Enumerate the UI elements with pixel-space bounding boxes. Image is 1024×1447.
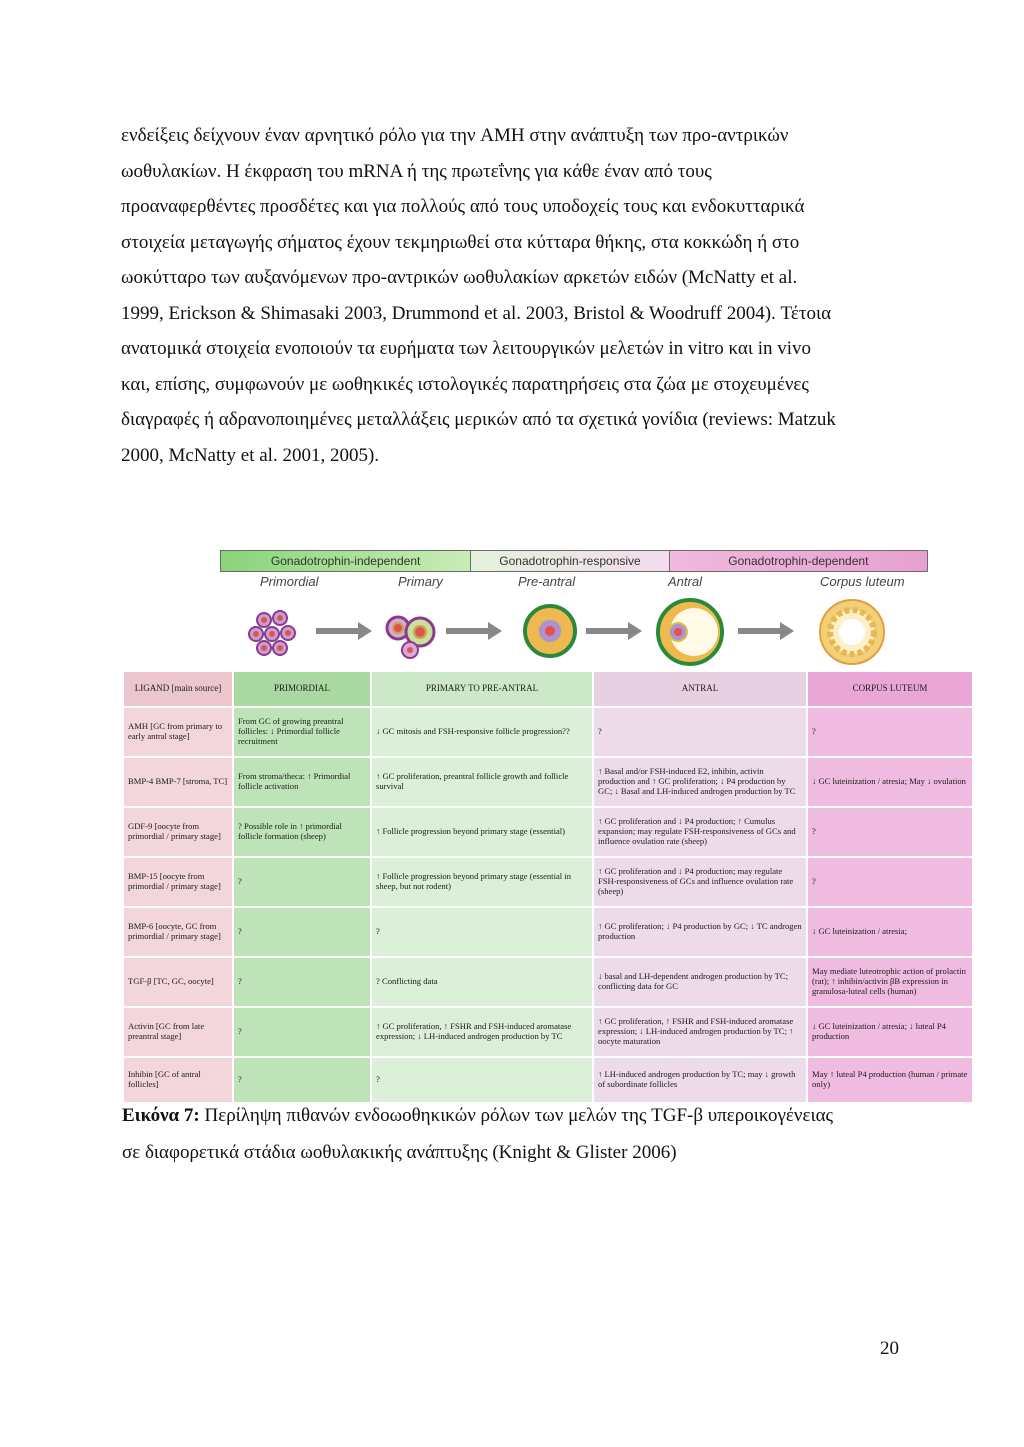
arrow-icon xyxy=(738,622,794,640)
stage-labels xyxy=(220,574,926,592)
header-corpus-luteum: CORPUS LUTEUM xyxy=(807,671,973,707)
text-line: 1999, Erickson & Shimasaki 2003, Drummond et al. 2003, Bristol & Woodruff 2004). Τέτοια xyxy=(121,302,832,324)
table-row xyxy=(123,807,973,857)
cell-antral: ↑ LH-induced androgen production by TC; may ↓ growth of subordinate follicles xyxy=(593,1057,807,1103)
cell-ligand: BMP-4 BMP-7 [stroma, TC] xyxy=(123,757,233,807)
corpus-luteum-icon xyxy=(820,600,884,664)
cell-ligand: GDF-9 [oocyte from primordial / primary stage] xyxy=(123,807,233,857)
cell-primordial: ? xyxy=(233,1007,371,1057)
cell-preantral: ↑ Follicle progression beyond primary stage (essential in sheep, but not rodent) xyxy=(371,857,593,907)
cell-corpus-luteum: May mediate luteotrophic action of prolactin (rat); ↑ inhibin/activin βB expression in granulosa-luteal cells (human) xyxy=(807,957,973,1007)
arrow-icon xyxy=(586,622,642,640)
header-antral: ANTRAL xyxy=(593,671,807,707)
text-line: στοιχεία μεταγωγής σήματος έχουν τεκμηριωθεί στα κύτταρα θήκης, στα κοκκώδη ή στο xyxy=(121,231,800,253)
text-line: 2000, McNatty et al. 2001, 2005). xyxy=(121,444,380,466)
table-row xyxy=(123,1007,973,1057)
cell-corpus-luteum: ? xyxy=(807,807,973,857)
text-line: ωοκύτταρο των αυξανόμενων προ-αντρικών ωοθυλακίων αρκετών ειδών (McNatty et al. xyxy=(121,267,798,288)
cell-primordial: From stroma/theca: ↑ Primordial follicle activation xyxy=(233,757,371,807)
cell-corpus-luteum: ↓ GC luteinization / atresia; xyxy=(807,907,973,957)
text-line: ανατομικά στοιχεία ενοποιούν τα ευρήματα των λειτουργικών μελετών in vitro και in vivo xyxy=(121,338,812,359)
follicle-diagram xyxy=(220,598,940,670)
table-row xyxy=(123,907,973,957)
cell-preantral: ? Conflicting data xyxy=(371,957,593,1007)
phase-dependent: Gonadotrophin-dependent xyxy=(670,551,927,571)
table-row xyxy=(123,857,973,907)
text-line: ενδείξεις δείχνουν έναν αρνητικό ρόλο για την AMH στην ανάπτυξη των προ-αντρικών xyxy=(121,125,789,146)
phase-bar xyxy=(220,550,928,572)
ligand-table xyxy=(122,670,974,1104)
cell-primordial: ? xyxy=(233,907,371,957)
phase-independent: Gonadotrophin-independent xyxy=(221,551,471,571)
table-row xyxy=(123,957,973,1007)
cell-antral: ↓ basal and LH-dependent androgen production by TC; conflicting data for GC xyxy=(593,957,807,1007)
cell-preantral: ↑ GC proliferation, preantral follicle growth and follicle survival xyxy=(371,757,593,807)
table-header-row xyxy=(123,671,973,707)
cell-preantral: ↑ GC proliferation, ↑ FSHR and FSH-induced aromatase expression; ↓ LH-induced androgen production by TC xyxy=(371,1007,593,1057)
text-line: ωοθυλακίων. Η έκφραση του mRNA ή της πρωτεΐνης για κάθε έναν από τους xyxy=(121,160,712,182)
cell-ligand: Activin [GC from late preantral stage] xyxy=(123,1007,233,1057)
preantral-follicle-icon xyxy=(525,606,575,656)
table-row xyxy=(123,757,973,807)
stage-primary: Primary xyxy=(398,574,443,589)
header-primordial: PRIMORDIAL xyxy=(233,671,371,707)
cell-corpus-luteum: ? xyxy=(807,707,973,757)
cell-preantral: ↓ GC mitosis and FSH-responsive follicle progression?? xyxy=(371,707,593,757)
figure-caption xyxy=(122,1097,912,1171)
caption-label: Εικόνα 7: xyxy=(122,1105,200,1126)
cell-preantral: ? xyxy=(371,907,593,957)
caption-text: σε διαφορετικά στάδια ωοθυλακικής ανάπτυξης (Knight & Glister 2006) xyxy=(122,1142,677,1163)
cell-ligand: BMP-15 [oocyte from primordial / primary stage] xyxy=(123,857,233,907)
table-row xyxy=(123,707,973,757)
phase-responsive: Gonadotrophin-responsive xyxy=(471,551,669,571)
stage-antral: Antral xyxy=(668,574,702,589)
text-line: προαναφερθέντες προσδέτες και για πολλούς από τους υποδοχείς τους και ενδοκυτταρικά xyxy=(121,196,805,217)
cell-primordial: From GC of growing preantral follicles: ↓ Primordial follicle recruitment xyxy=(233,707,371,757)
cell-antral: ↑ GC proliferation; ↓ P4 production by GC; ↓ TC androgen production xyxy=(593,907,807,957)
text-line: διαγραφές ή αδρανοποιημένες μεταλλάξεις μερικών από τα σχετικά γονίδια (reviews: Matzuk xyxy=(121,409,836,430)
cell-corpus-luteum: ↓ GC luteinization / atresia; May ↓ ovulation xyxy=(807,757,973,807)
text-line: και, επίσης, συμφωνούν με ωοθηκικές ιστολογικές παρατηρήσεις στα ζώα με στοχευμένες xyxy=(121,373,809,395)
cell-preantral: ↑ Follicle progression beyond primary stage (essential) xyxy=(371,807,593,857)
cell-antral: ↑ GC proliferation, ↑ FSHR and FSH-induced aromatase expression; ↓ LH-induced androgen production by TC; ↑ oocyte maturation xyxy=(593,1007,807,1057)
cell-ligand: Inhibin [GC of antral follicles] xyxy=(123,1057,233,1103)
header-ligand: LIGAND [main source] xyxy=(123,671,233,707)
body-paragraph xyxy=(121,118,905,473)
antral-follicle-icon xyxy=(658,600,722,664)
header-primary-preantral: PRIMARY TO PRE-ANTRAL xyxy=(371,671,593,707)
cell-primordial: ? xyxy=(233,857,371,907)
cell-ligand: TGF-β [TC, GC, oocyte] xyxy=(123,957,233,1007)
cell-antral: ↑ Basal and/or FSH-induced E2, inhibin, activin production and ↑ GC proliferation; ↓ P4 production by GC; ↓ Basal and LH-induced androgen production by TC xyxy=(593,757,807,807)
cell-corpus-luteum: May ↑ luteal P4 production (human / primate only) xyxy=(807,1057,973,1103)
cell-corpus-luteum: ↓ GC luteinization / atresia; ↓ luteal P4 production xyxy=(807,1007,973,1057)
cell-preantral: ? xyxy=(371,1057,593,1103)
cell-primordial: ? Possible role in ↑ primordial follicle formation (sheep) xyxy=(233,807,371,857)
arrow-icon xyxy=(316,622,372,640)
stage-primordial: Primordial xyxy=(260,574,319,589)
stage-corpus-luteum: Corpus luteum xyxy=(820,574,905,589)
cell-primordial: ? xyxy=(233,1057,371,1103)
cell-antral: ? xyxy=(593,707,807,757)
arrow-icon xyxy=(446,622,502,640)
caption-text: Περίληψη πιθανών ενδοωοθηκικών ρόλων των μελών της TGF-β υπεροικογένειας xyxy=(204,1105,834,1126)
cell-ligand: AMH [GC from primary to early antral stage] xyxy=(123,707,233,757)
primordial-follicles-icon xyxy=(249,611,295,655)
cell-corpus-luteum: ? xyxy=(807,857,973,907)
page-number: 20 xyxy=(880,1338,899,1359)
cell-antral: ↑ GC proliferation and ↓ P4 production; may regulate FSH-responsiveness of GCs and influence ovulation rate (sheep) xyxy=(593,857,807,907)
cell-antral: ↑ GC proliferation and ↓ P4 production; ↑ Cumulus expansion; may regulate FSH-responsiveness of GCs and influence ovulation rate (sheep) xyxy=(593,807,807,857)
stage-preantral: Pre-antral xyxy=(518,574,576,589)
primary-follicles-icon xyxy=(387,617,434,658)
cell-ligand: BMP-6 [oocyte, GC from primordial / primary stage] xyxy=(123,907,233,957)
cell-primordial: ? xyxy=(233,957,371,1007)
